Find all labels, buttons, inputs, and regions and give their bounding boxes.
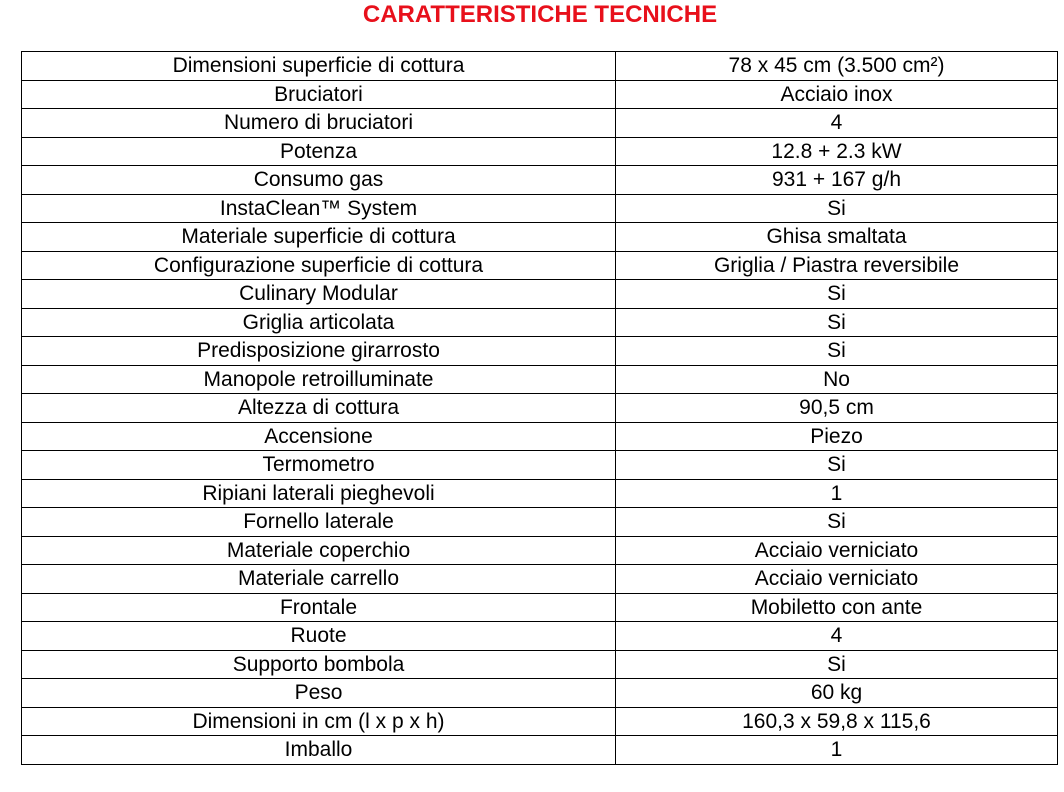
table-row [22, 308, 1058, 337]
spec-label: Termometro [22, 451, 616, 480]
spec-label: InstaClean™ System [22, 194, 616, 223]
spec-label: Ripiani laterali pieghevoli [22, 479, 616, 508]
table-row [22, 80, 1058, 109]
table-row [22, 394, 1058, 423]
spec-value: Piezo [616, 422, 1058, 451]
table-row [22, 536, 1058, 565]
table-row [22, 593, 1058, 622]
spec-label: Frontale [22, 593, 616, 622]
spec-label: Culinary Modular [22, 280, 616, 309]
spec-label: Dimensioni in cm (l x p x h) [22, 707, 616, 736]
spec-value: 160,3 x 59,8 x 115,6 [616, 707, 1058, 736]
specs-table-body [22, 52, 1058, 765]
spec-value: Acciaio inox [616, 80, 1058, 109]
table-row [22, 422, 1058, 451]
specs-table [21, 51, 1058, 765]
table-row [22, 451, 1058, 480]
spec-value: Si [616, 308, 1058, 337]
spec-label: Imballo [22, 736, 616, 765]
spec-label: Manopole retroilluminate [22, 365, 616, 394]
table-row [22, 479, 1058, 508]
table-row [22, 137, 1058, 166]
table-row [22, 736, 1058, 765]
spec-value: No [616, 365, 1058, 394]
spec-value: Acciaio verniciato [616, 565, 1058, 594]
spec-label: Potenza [22, 137, 616, 166]
spec-value: 931 + 167 g/h [616, 166, 1058, 195]
spec-label: Predisposizione girarrosto [22, 337, 616, 366]
table-row [22, 622, 1058, 651]
spec-value: 60 kg [616, 679, 1058, 708]
table-row [22, 365, 1058, 394]
table-row [22, 251, 1058, 280]
spec-value: Ghisa smaltata [616, 223, 1058, 252]
table-row [22, 166, 1058, 195]
table-row [22, 650, 1058, 679]
spec-label: Configurazione superficie di cottura [22, 251, 616, 280]
spec-label: Materiale coperchio [22, 536, 616, 565]
spec-value: 4 [616, 109, 1058, 138]
spec-value: 1 [616, 479, 1058, 508]
spec-label: Supporto bombola [22, 650, 616, 679]
spec-label: Fornello laterale [22, 508, 616, 537]
table-row [22, 280, 1058, 309]
spec-value: Acciaio verniciato [616, 536, 1058, 565]
spec-label: Accensione [22, 422, 616, 451]
page-title: CARATTERISTICHE TECNICHE [362, 1, 718, 28]
spec-value: Si [616, 280, 1058, 309]
spec-value: Si [616, 650, 1058, 679]
spec-label: Numero di bruciatori [22, 109, 616, 138]
spec-label: Griglia articolata [22, 308, 616, 337]
table-row [22, 223, 1058, 252]
spec-label: Materiale superficie di cottura [22, 223, 616, 252]
spec-value: Griglia / Piastra reversibile [616, 251, 1058, 280]
table-row [22, 679, 1058, 708]
table-row [22, 109, 1058, 138]
spec-value: Si [616, 337, 1058, 366]
spec-label: Altezza di cottura [22, 394, 616, 423]
spec-label: Consumo gas [22, 166, 616, 195]
spec-value: Si [616, 194, 1058, 223]
table-row [22, 565, 1058, 594]
spec-value: 12.8 + 2.3 kW [616, 137, 1058, 166]
spec-value: 78 x 45 cm (3.500 cm²) [616, 52, 1058, 81]
spec-value: 4 [616, 622, 1058, 651]
spec-value: Si [616, 508, 1058, 537]
spec-label: Peso [22, 679, 616, 708]
table-row [22, 194, 1058, 223]
spec-label: Bruciatori [22, 80, 616, 109]
table-row [22, 337, 1058, 366]
table-row [22, 52, 1058, 81]
table-row [22, 707, 1058, 736]
spec-value: 1 [616, 736, 1058, 765]
spec-value: Mobiletto con ante [616, 593, 1058, 622]
spec-label: Materiale carrello [22, 565, 616, 594]
spec-label: Ruote [22, 622, 616, 651]
spec-value: 90,5 cm [616, 394, 1058, 423]
table-row [22, 508, 1058, 537]
spec-value: Si [616, 451, 1058, 480]
spec-label: Dimensioni superficie di cottura [22, 52, 616, 81]
